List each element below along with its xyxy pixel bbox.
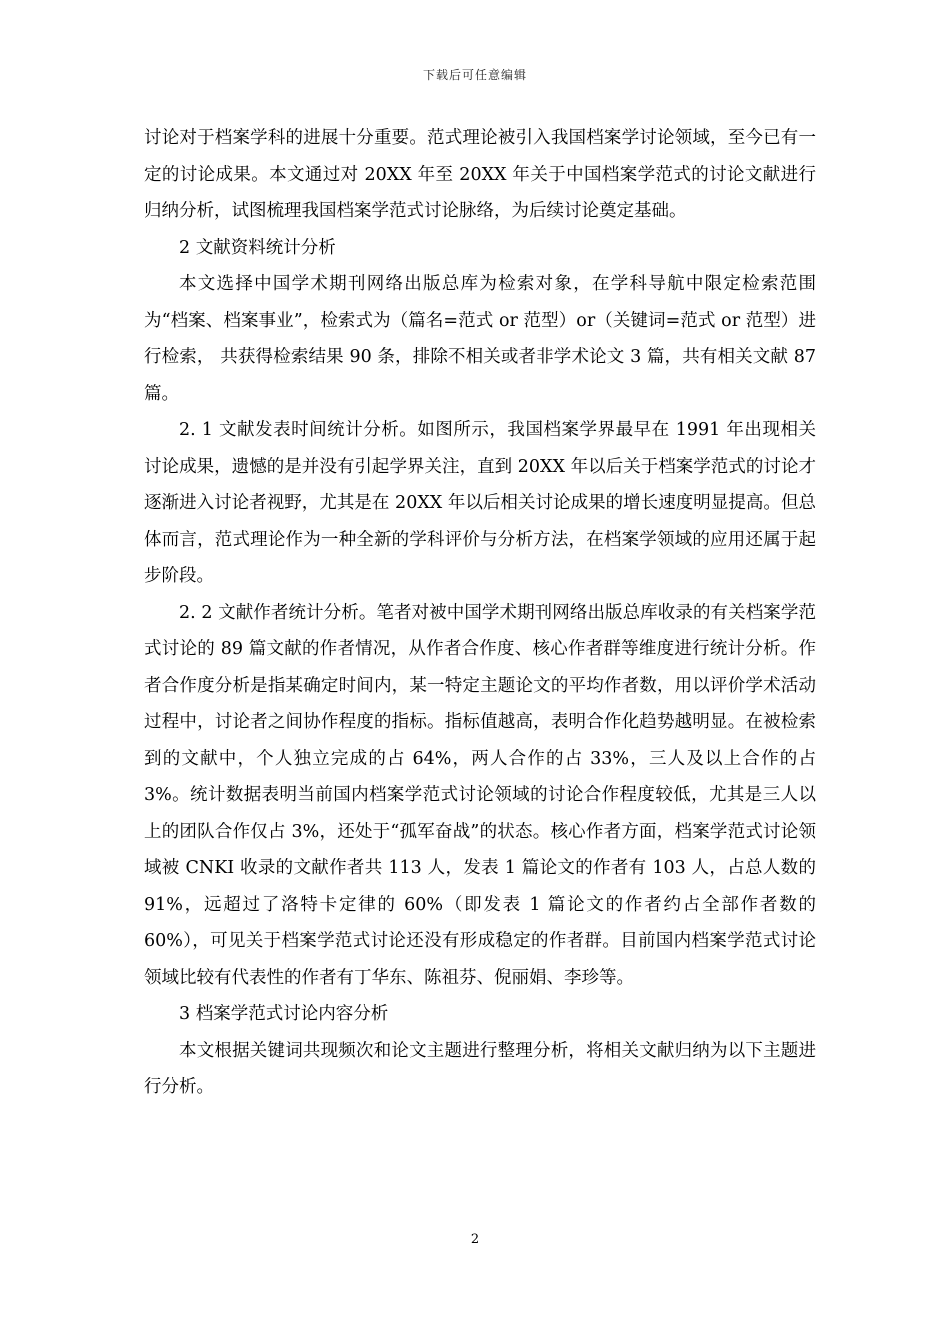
paragraph-time-analysis: 2. 1 文献发表时间统计分析。如图所示，我国档案学界最早在 1991 年出现相关讨论成果，遗憾的是并没有引起学界关注，直到 20XX 年以后关于档案学范式的讨论才逐渐进入讨论者视野，尤其是在 20XX 年以后相关讨论成果的增长速度明显提高。但总体而言，范式理论作为一种全新的学科评价与分析方法，在档案学领域的应用还属于起步阶段。 [144,420,816,586]
page-header: 下载后可任意编辑 [422,68,527,82]
paragraph-author-analysis: 2. 2 文献作者统计分析。笔者对被中国学术期刊网络出版总库收录的有关档案学范式讨论的 89 篇文献的作者情况，从作者合作度、核心作者群等维度进行统计分析。作者合作度分析是指某确定时间内，某一特定主题论文的平均作者数，用以评价学术活动过程中，讨论者之间协作程度的指标。指标值越高，表明合作化趋势越明显。在被检索到的文献中，个人独立完成的占 64%，两人合作的占 33%，三人及以上合作的占 3%。统计数据表明当前国内档案学范式讨论领域的讨论合作程度较低，尤其是三人以上的团队合作仅占 3%，还处于“孤军奋战”的状态。核心作者方面，档案学范式讨论领域被 CNKI 收录的文献作者共 113 人，发表 1 篇论文的作者有 103 人，占总人数的 91%，远超过了洛特卡定律的 60%（即发表 1 篇论文的作者约占全部作者数的 60%），可见关于档案学范式讨论还没有形成稳定的作者群。目前国内档案学范式讨论领域比较有代表性的作者有丁华东、陈祖芬、倪丽娟、李珍等。 [144,602,816,988]
paragraph-content-analysis: 本文根据关键词共现频次和论文主题进行整理分析，将相关文献归纳为以下主题进行分析。 [144,1040,816,1097]
paragraph-search-method: 本文选择中国学术期刊网络出版总库为检索对象，在学科导航中限定检索范围为“档案、档案事业”，检索式为（篇名=范式 or 范型）or（关键词=范式 or 范型）进行检索， 共获得检索结果 90 条，排除不相关或者非学术论文 3 篇，共有相关文献 87 篇。 [144,274,816,404]
section-heading-2: 2 文献资料统计分析 [179,237,336,258]
document-body [144,120,816,1106]
paragraph-intro-continuation: 讨论对于档案学科的进展十分重要。范式理论被引入我国档案学讨论领域，至今已有一定的讨论成果。本文通过对 20XX 年至 20XX 年关于中国档案学范式的讨论文献进行归纳分析，试图梳理我国档案学范式讨论脉络，为后续讨论奠定基础。 [144,128,816,221]
page-number: 2 [470,1232,480,1247]
section-heading-3: 3 档案学范式讨论内容分析 [179,1004,389,1024]
